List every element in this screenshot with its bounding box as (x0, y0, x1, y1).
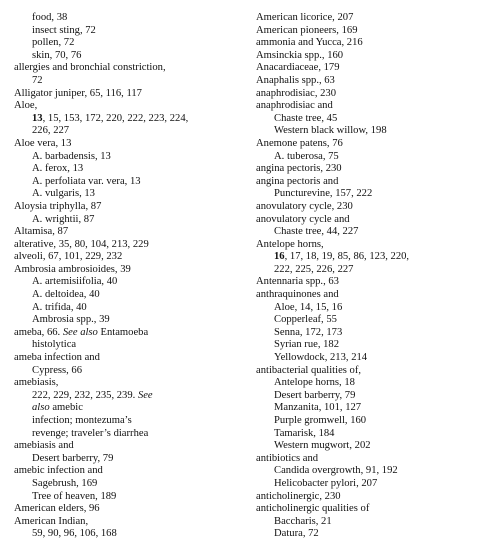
index-subentry: Sagebrush, 169 (32, 477, 98, 489)
index-entry: alveoli, 67, 101, 229, 232 (14, 251, 123, 263)
index-entry-text: ameba, 66. (14, 326, 63, 338)
index-subentry: Chaste tree, 44, 227 (274, 226, 359, 238)
index-subentry: Syrian rue, 182 (274, 339, 340, 351)
index-subentry: Antelope horns, 18 (274, 377, 355, 389)
index-subentry: Yellowdock, 213, 214 (274, 352, 368, 364)
index-subentry: A. ferox, 13 (32, 163, 84, 175)
index-subentry (256, 251, 488, 264)
index-entry: American pioneers, 169 (256, 24, 358, 36)
index-entry: anaphrodisiac and (256, 100, 333, 112)
index-subentry: Purple gromwell, 160 (274, 415, 367, 426)
index-entry: Altamisa, 87 (14, 226, 69, 238)
index-subentry: A. trifida, 40 (32, 301, 87, 313)
index-subentry: A. deltoidea, 40 (32, 289, 100, 301)
index-entry: anticholinergic qualities of (256, 503, 370, 515)
index-entry: Aloe, (14, 100, 38, 112)
index-subentry: 72 (32, 74, 43, 86)
index-entry: Ambrosia ambrosioides, 39 (14, 263, 131, 275)
index-entry: allergies and bronchial constriction, (14, 62, 166, 74)
index-entry: Amsinckia spp., 160 (256, 49, 344, 61)
index-subentry: Western black willow, 198 (274, 125, 387, 137)
index-entry: antibiotics and (256, 452, 319, 464)
index-subentry: A. artemisiifolia, 40 (32, 276, 118, 288)
index-subentry: A. tuberosa, 75 (274, 150, 339, 162)
index-subentry (14, 402, 246, 415)
index-entry: Antelope horns, (256, 238, 324, 250)
index-entry (14, 327, 246, 340)
index-subentry: A. barbadensis, 13 (32, 150, 111, 162)
index-subentry: Chaste tree, 45 (274, 112, 338, 124)
index-subentry: Tree of heaven, 189 (32, 490, 117, 502)
index-entry: American Indian, (14, 515, 89, 527)
index-entry: angina pectoris, 230 (256, 163, 342, 175)
index-subentry: Desert barberry, 79 (274, 389, 356, 401)
index-entry-text: 16 (274, 251, 285, 263)
index-entry: angina pectoris and (256, 175, 339, 187)
index-entry: anaphrodisiac, 230 (256, 87, 337, 99)
index-entry: amebiasis and (14, 440, 74, 452)
index-entry: alterative, 35, 80, 104, 213, 229 (14, 238, 149, 250)
index-subentry (14, 390, 246, 403)
index-entry: antibacterial qualities of, (256, 364, 362, 376)
index-entry: American elders, 96 (14, 503, 100, 515)
index-subentry: histolytica (32, 339, 77, 351)
index-entry-text: 222, 229, 232, 235, 239. (32, 389, 138, 401)
index-entry: anthraquinones and (256, 289, 339, 301)
index-entry: Antennaria spp., 63 (256, 276, 339, 288)
index-column-left (14, 12, 246, 541)
index-entry-text: 13 (32, 112, 43, 124)
index-entry-text: See also (62, 326, 98, 338)
index-entry: anovulatory cycle, 230 (256, 200, 353, 212)
index-subentry: Datura, 72 (274, 528, 319, 540)
index-subentry (14, 113, 246, 126)
index-entry: ameba infection and (14, 352, 100, 364)
index-column-right (256, 12, 488, 541)
index-entry: Aloysia triphylla, 87 (14, 200, 102, 212)
index-subentry: Baccharis, 21 (274, 515, 332, 527)
index-subentry: Tamarisk, 184 (274, 427, 335, 439)
index-entry: amebiasis, (14, 377, 59, 389)
index-entry-text: , 15, 153, 172, 220, 222, 223, 224, (42, 112, 189, 124)
index-subentry: 226, 227 (32, 125, 70, 137)
index-subentry: Helicobacter pylori, 207 (274, 477, 378, 489)
index-entry-text: , 17, 18, 19, 85, 86, 123, 220, (284, 251, 410, 263)
index-subentry: Copperleaf, 55 (274, 314, 337, 326)
index-subentry: Manzanita, 101, 127 (274, 402, 362, 414)
index-subentry: pollen, 72 (32, 37, 75, 49)
index-entry: Anacardiaceae, 179 (256, 62, 340, 74)
index-subentry: skin, 70, 76 (32, 49, 82, 61)
index-subentry: Cypress, 66 (32, 364, 83, 376)
index-subentry: Candida overgrowth, 91, 192 (274, 465, 398, 477)
index-subentry: 59, 90, 96, 106, 168 (32, 528, 117, 540)
index-entry-text: Entamoeba (97, 326, 149, 338)
index-entry: American licorice, 207 (256, 12, 354, 23)
index-entry: amebic infection and (14, 465, 103, 477)
index-subentry: A. vulgaris, 13 (32, 188, 95, 200)
index-subentry: Senna, 172, 173 (274, 326, 343, 338)
index-subentry: Ambrosia spp., 39 (32, 314, 110, 326)
index-subentry: Desert barberry, 79 (32, 452, 114, 464)
index-entry: Anemone patens, 76 (256, 137, 343, 149)
index-entry-text: amebic (49, 402, 83, 414)
index-subentry: Aloe, 14, 15, 16 (274, 301, 343, 313)
index-entry: Anaphalis spp., 63 (256, 74, 335, 86)
index-entry-text: also (32, 402, 50, 414)
index-entry-text: See (137, 389, 153, 401)
index-subentry: insect sting, 72 (32, 24, 96, 36)
index-subentry: A. perfoliata var. vera, 13 (32, 175, 141, 187)
index-entry: Aloe vera, 13 (14, 137, 72, 149)
index-subentry: infection; montezuma’s (32, 415, 132, 426)
index-subentry: food, 38 (32, 12, 68, 23)
index-entry: Alligator juniper, 65, 116, 117 (14, 87, 142, 99)
index-entry: ammonia and Yucca, 216 (256, 37, 363, 49)
index-subentry: revenge; traveler’s diarrhea (32, 427, 149, 439)
index-subentry: 222, 225, 226, 227 (274, 263, 354, 275)
index-entry: anovulatory cycle and (256, 213, 350, 225)
index-subentry: Western mugwort, 202 (274, 440, 371, 452)
index-entry: anticholinergic, 230 (256, 490, 341, 502)
index-subentry: A. wrightii, 87 (32, 213, 95, 225)
index-subentry: Puncturevine, 157, 222 (274, 188, 373, 200)
